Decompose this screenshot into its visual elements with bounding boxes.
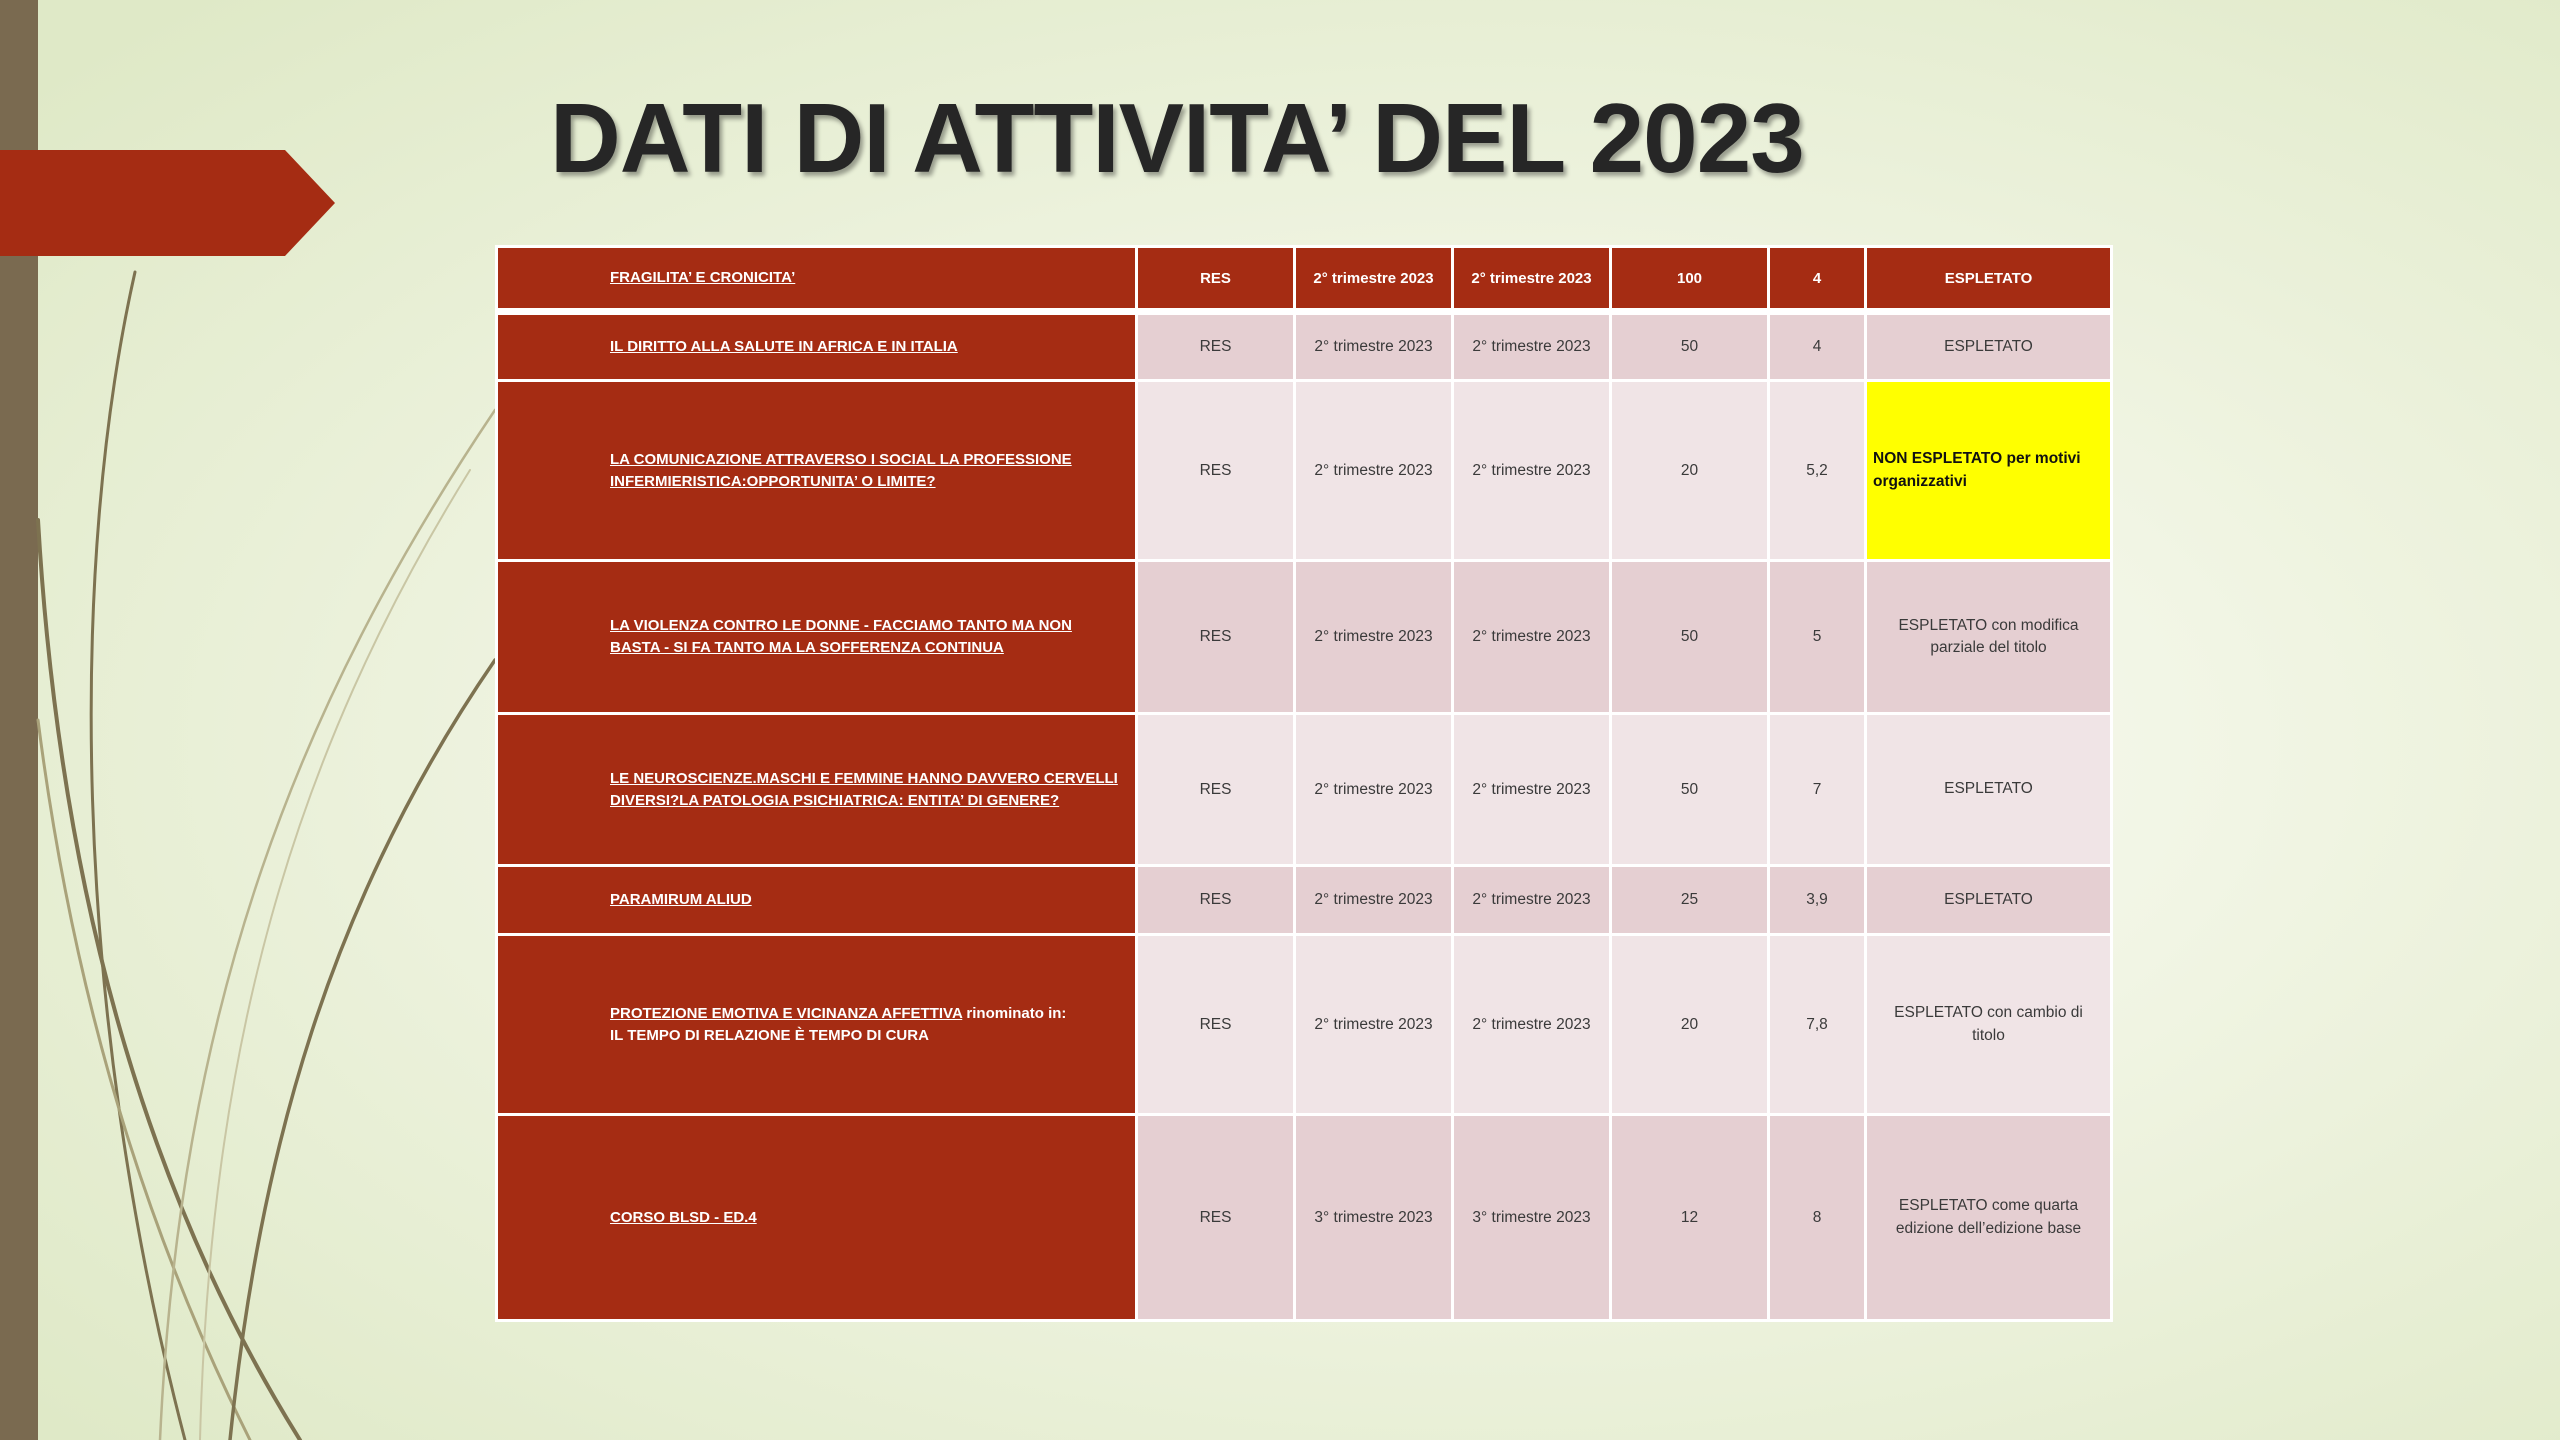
- status-cell-highlighted: NON ESPLETATO per motivi organizzativi: [1866, 381, 2112, 561]
- status-cell: ESPLETATO: [1866, 714, 2112, 866]
- participants-cell: 50: [1611, 714, 1769, 866]
- end-period-cell: 2° trimestre 2023: [1453, 312, 1611, 381]
- course-title-cell: PARAMIRUM ALIUD: [497, 866, 1137, 935]
- table-row: [497, 312, 2112, 381]
- table-row: [497, 714, 2112, 866]
- end-period-cell: 2° trimestre 2023: [1453, 935, 1611, 1115]
- start-period-cell: 3° trimestre 2023: [1295, 1115, 1453, 1321]
- end-period-cell: 2° trimestre 2023: [1453, 561, 1611, 714]
- end-period-cell: 2° trimestre 2023: [1453, 247, 1611, 312]
- table-row: [497, 866, 2112, 935]
- credits-cell: 7,8: [1769, 935, 1866, 1115]
- start-period-cell: 2° trimestre 2023: [1295, 381, 1453, 561]
- end-period-cell: 2° trimestre 2023: [1453, 714, 1611, 866]
- table-row: [497, 381, 2112, 561]
- decor-curve: [160, 410, 495, 1440]
- course-title-cell: IL DIRITTO ALLA SALUTE IN AFRICA E IN ITALIA: [497, 312, 1137, 381]
- table-header-row: [497, 247, 2112, 312]
- start-period-cell: 2° trimestre 2023: [1295, 561, 1453, 714]
- status-cell: ESPLETATO con cambio di titolo: [1866, 935, 2112, 1115]
- table-row: [497, 1115, 2112, 1321]
- course-title-cell: FRAGILITA’ E CRONICITA’: [497, 247, 1137, 312]
- type-cell: RES: [1137, 866, 1295, 935]
- decor-curve: [200, 470, 470, 1440]
- status-cell: ESPLETATO: [1866, 312, 2112, 381]
- credits-cell: 3,9: [1769, 866, 1866, 935]
- credits-cell: 4: [1769, 247, 1866, 312]
- status-cell: ESPLETATO come quarta edizione dell’edizione base: [1866, 1115, 2112, 1321]
- status-cell: ESPLETATO: [1866, 247, 2112, 312]
- start-period-cell: 2° trimestre 2023: [1295, 866, 1453, 935]
- participants-cell: 20: [1611, 935, 1769, 1115]
- type-cell: RES: [1137, 381, 1295, 561]
- participants-cell: 25: [1611, 866, 1769, 935]
- course-title-second-line: IL TEMPO DI RELAZIONE È TEMPO DI CURA: [610, 1026, 929, 1044]
- slide-title: DATI DI ATTIVITA’ DEL 2023: [550, 83, 1804, 193]
- start-period-cell: 2° trimestre 2023: [1295, 312, 1453, 381]
- decor-curve: [38, 720, 250, 1440]
- course-title-cell: LE NEUROSCIENZE.MASCHI E FEMMINE HANNO DAVVERO CERVELLI DIVERSI?LA PATOLOGIA PSICHIATRICA: ENTITA’ DI GENERE?: [497, 714, 1137, 866]
- end-period-cell: 2° trimestre 2023: [1453, 381, 1611, 561]
- start-period-cell: 2° trimestre 2023: [1295, 935, 1453, 1115]
- type-cell: RES: [1137, 714, 1295, 866]
- credits-cell: 4: [1769, 312, 1866, 381]
- end-period-cell: 3° trimestre 2023: [1453, 1115, 1611, 1321]
- course-title-cell: LA VIOLENZA CONTRO LE DONNE - FACCIAMO TANTO MA NON BASTA - SI FA TANTO MA LA SOFFERENZA CONTINUA: [497, 561, 1137, 714]
- course-title-cell: [497, 935, 1137, 1115]
- participants-cell: 100: [1611, 247, 1769, 312]
- status-cell: ESPLETATO: [1866, 866, 2112, 935]
- course-title-suffix: rinominato in:: [966, 1004, 1067, 1022]
- participants-cell: 12: [1611, 1115, 1769, 1321]
- course-title-cell: LA COMUNICAZIONE ATTRAVERSO I SOCIAL LA PROFESSIONE INFERMIERISTICA:OPPORTUNITA’ O LIMITE?: [497, 381, 1137, 561]
- table-row: [497, 561, 2112, 714]
- status-cell: ESPLETATO con modifica parziale del titolo: [1866, 561, 2112, 714]
- credits-cell: 8: [1769, 1115, 1866, 1321]
- credits-cell: 5,2: [1769, 381, 1866, 561]
- credits-cell: 7: [1769, 714, 1866, 866]
- table-row: [497, 935, 2112, 1115]
- decor-curve: [230, 660, 495, 1440]
- type-cell: RES: [1137, 935, 1295, 1115]
- activity-table: [495, 245, 2113, 1322]
- participants-cell: 20: [1611, 381, 1769, 561]
- credits-cell: 5: [1769, 561, 1866, 714]
- participants-cell: 50: [1611, 312, 1769, 381]
- type-cell: RES: [1137, 561, 1295, 714]
- end-period-cell: 2° trimestre 2023: [1453, 866, 1611, 935]
- type-cell: RES: [1137, 1115, 1295, 1321]
- type-cell: RES: [1137, 312, 1295, 381]
- arrow-banner: [0, 150, 335, 256]
- start-period-cell: 2° trimestre 2023: [1295, 714, 1453, 866]
- type-cell: RES: [1137, 247, 1295, 312]
- course-title-underlined: PROTEZIONE EMOTIVA E VICINANZA AFFETTIVA: [610, 1004, 963, 1022]
- start-period-cell: 2° trimestre 2023: [1295, 247, 1453, 312]
- participants-cell: 50: [1611, 561, 1769, 714]
- course-title-cell: CORSO BLSD - ED.4: [497, 1115, 1137, 1321]
